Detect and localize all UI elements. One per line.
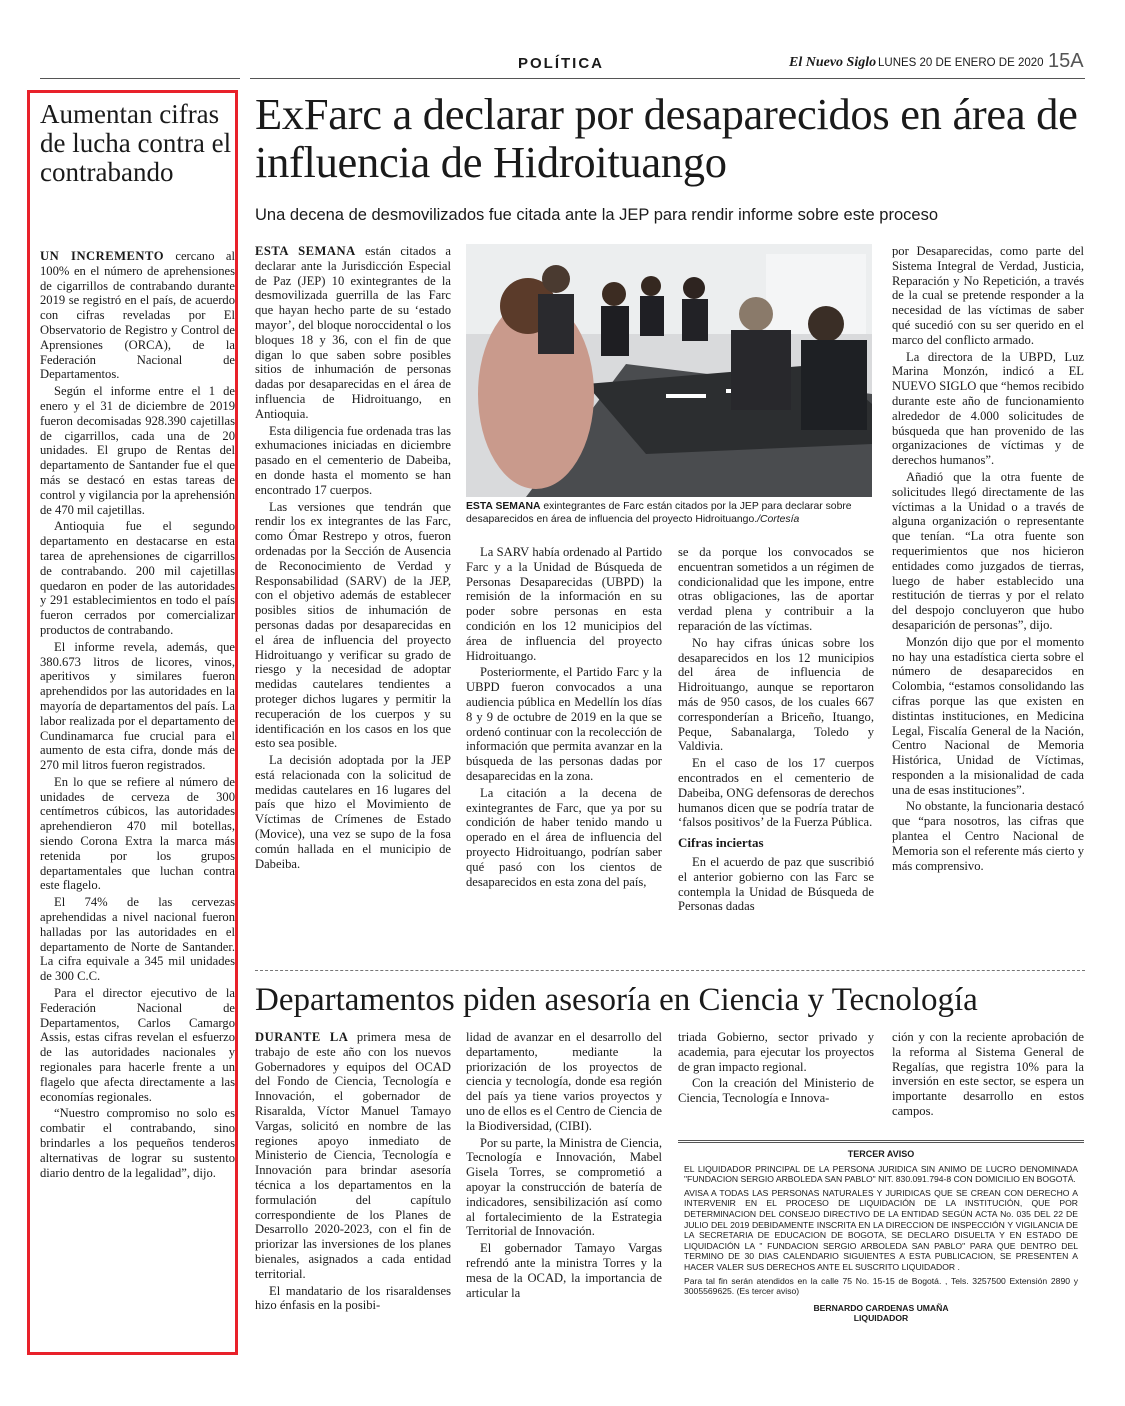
- caption-lead: ESTA SEMANA: [466, 501, 541, 512]
- header-rule: [250, 78, 1085, 79]
- story2-paragraph: Con la creación del Ministerio de Ciencia, Tecnología e Innova-: [678, 1076, 874, 1106]
- notice-paragraph: Para tal fin serán atendidos en la calle 75 No. 15-15 de Bogotá. , Tels. 3257500 Extensión 2890 y 3005569625. (Es tercer aviso): [684, 1275, 1078, 1297]
- story2-paragraph: lidad de avanzar en el desarrollo del departamento, mediante la priorización de los proyectos de ciencia y tecnología, donde esa región del país ya tiene varios proyectos y uno de ellos es el Centro de Ciencia de la Biodiversidad, (CIBI).: [466, 1030, 662, 1133]
- story2-paragraph: DURANTE LA primera mesa de trabajo de este año con los nuevos Gobernadores y equipos del OCAD del Fondo de Ciencia, Tecnología e Innovación, el gobernador de Risaralda, Víctor Manuel Tamayo Vargas, solicitó en nombre de las regiones apoyo inmediato de Ministerio de Ciencia, Tecnología e Innovación para brindar asesoría técnica a los departamentos en la formulación del capítulo correspondiente de los Planes de Desarrollo 2020-2023, con el fin de priorizar las inversiones de los planes bienales, asignados a cada entidad territorial.: [255, 1030, 451, 1281]
- story2-column-4: [892, 1030, 1084, 1121]
- header-rule-left: [40, 78, 240, 79]
- main-paragraph: La directora de la UBPD, Luz Marina Monzón, indicó a EL NUEVO SIGLO que “hemos recibido durante este año de funcionamiento alrededor de 4.000 solicitudes de búsqueda que han provenido de las organizaciones de víctimas y de derechos humanos”.: [892, 349, 1084, 468]
- main-paragraph: No hay cifras únicas sobre los desaparecidos en los 12 municipios del área de influencia de Hidroituango, aunque se reportaron más de 950 casos, de los cuales 667 corresponderían a Briceño, Ituango, Peque, Sabanalarga, Toledo y Valdivia.: [678, 635, 874, 754]
- main-paragraph: Posteriormente, el Partido Farc y la UBPD fueron convocados a una audiencia pública en Medellín los días 8 y 9 de octubre de 2019 en la que se ordenó continuar con la recolección de información que permita avanzar en la búsqueda de las personas dadas por desaparecidas en la zona.: [466, 665, 662, 783]
- notice-title: TERCER AVISO: [847, 1149, 915, 1159]
- issue-date: LUNES 20 DE ENERO DE 2020: [878, 57, 1044, 69]
- story2-paragraph: El mandatario de los risaraldenses hizo énfasis en la posibi-: [255, 1283, 451, 1313]
- story2-lead-word: DURANTE LA: [255, 1030, 349, 1044]
- sidebar-paragraph: Según el informe entre el 1 de enero y el 31 de diciembre de 2019 fueron decomisadas 928.390 cajetillas de cigarrillos, cada una de 20 unidades. El grupo de Rentas del departamento de Santander fue el que más se destacó en estas tareas de control y vigilancia por la aprehensión de 470 mil cajetillas.: [40, 384, 235, 517]
- story2-headline: Departamentos piden asesoría en Ciencia y Tecnología: [255, 982, 978, 1018]
- sidebar-paragraph: El 74% de las cervezas aprehendidas a nivel nacional fueron halladas por las autoridades en el departamento de Norte de Santander. La cifra equivale a 345 mil unidades de 300 C.C.: [40, 895, 235, 984]
- notice-signer-role: LIQUIDADOR: [853, 1313, 909, 1324]
- story2-paragraph: triada Gobierno, sector privado y academia, para ejecutar los proyectos de gran impacto regional.: [678, 1030, 874, 1074]
- meeting-photo-illustration: [466, 244, 872, 497]
- main-paragraph: Las versiones que tendrán que rendir los ex integrantes de las Farc, como Ómar Restrepo y otros, fueron ordenadas por la Sección de Ausencia de Reconocimiento de Verdad y Responsabilidad (SARV) de la JEP, con el objetivo además de establecer posibles sitios de inhumación de personas dadas por desaparecidas en el área de influencia del proyecto Hidroituango y verificar su grado de riesgo y la necesidad de adoptar medidas cautelares tendientes a proteger dichos lugares y permitir la recuperación de los cuerpos y su identificación en los casos en los que esto sea posible.: [255, 499, 451, 751]
- legal-notice: [678, 1140, 1084, 1345]
- sidebar-paragraph: UN INCREMENTO cercano al 100% en el número de aprehensiones de cigarrillos de contrabando durante 2019 se registró en el país, de acuerdo con cifras reveladas por El Observatorio de Registro y Control de Aprensiones (ORCA), de la Federación Nacional de Departamentos.: [40, 249, 235, 382]
- main-paragraph: No obstante, la funcionaria destacó que “para nosotros, las cifras que plantea el Centro Nacional de Memoria son el referente más cierto y más comprensivo.: [892, 799, 1084, 873]
- photo-caption: [466, 500, 872, 526]
- story2-column-2: [466, 1030, 662, 1302]
- caption-text: exintegrantes de Farc están citados por la JEP para declarar sobre desaparecidos en área de influencia del proyecto Hidroituango.: [466, 501, 852, 525]
- story-divider: [255, 970, 1085, 971]
- notice-paragraph: EL LIQUIDADOR PRINCIPAL DE LA PERSONA JURIDICA SIN ANIMO DE LUCRO DENOMINADA "FUNDACION SERGIO ARBOLEDA SAN PABLO" NIT. 830.091.794-8 CON DOMICILIO EN BOGOTÁ.: [684, 1163, 1078, 1185]
- main-paragraph: La SARV había ordenado al Partido Farc y a la Unidad de Búsqueda de Personas Desaparecidas (UBPD) la remisión de la información en su poder sobre personas en esta condición en los 12 municipios del área de influencia del proyecto Hidroituango.: [466, 545, 662, 663]
- main-paragraph: ESTA SEMANA están citados a declarar ante la Jurisdicción Especial de Paz (JEP) 10 exintegrantes de la desmovilizada guerrilla de las Farc que hayan hecho parte de su ‘estado mayor’, del bloque noroccidental o los bloques 18 y 36, con el fin de que digan lo que saben sobre posibles sitios de inhumación de personas dadas por desaparecidas en el área de influencia de Hidroituango, en Antioquia.: [255, 244, 451, 421]
- story2-paragraph: El gobernador Tamayo Vargas refrendó ante la ministra Torres y la mesa de la OCAD, la importancia de articular la: [466, 1241, 662, 1300]
- page-number: 15A: [1048, 50, 1084, 72]
- meeting-photo: [466, 244, 872, 497]
- story2-paragraph: Por su parte, la Ministra de Ciencia, Tecnología e Innovación, Mabel Gisela Torres, se comprometió a apoyar la construcción de batería de indicadores, sensibilización así como al fortalecimiento de la Estrategia Territorial de Innovación.: [466, 1135, 662, 1239]
- sidebar-article-body: [40, 249, 235, 1182]
- main-column-3: [678, 545, 874, 916]
- sidebar-headline: Aumentan cifras de lucha contra el contrabando: [40, 99, 232, 187]
- sidebar-paragraph: “Nuestro compromiso no solo es combatir el contrabando, sino brindarles a los pequeños tenderos alternativas de lograr su sustento diario dentro de la legalidad”, dijo.: [40, 1106, 235, 1180]
- main-lead-word: ESTA SEMANA: [255, 244, 356, 258]
- main-column-2: [466, 545, 662, 891]
- caption-credit: /Cortesía: [757, 514, 800, 525]
- story2-column-3: [678, 1030, 874, 1108]
- main-paragraph: En el acuerdo de paz que suscribió el anterior gobierno con las Farc se contempla la Unidad de Búsqueda de Personas dadas: [678, 854, 874, 914]
- main-paragraph: Añadió que la otra fuente de solicitudes llegó directamente de las víctimas a la Unidad o a través de alguna organización o representante que tenían. “La otra fuente son requerimientos que nos hicieron entidades como juzgados de tierras, luego de haber establecido una restitución de tierras y por el relato del despojo concluyeron que hubo desaparición de personas”, dijo.: [892, 469, 1084, 632]
- section-label: POLÍTICA: [518, 55, 604, 72]
- sidebar-paragraph: El informe revela, además, que 380.673 litros de licores, vinos, aperitivos y similares fueron aprehendidos por las autoridades en la mayoría de departamentos del país. La labor realizada por el departamento de Cundinamarca fue crucial para el aumento de esta cifra, donde más de 270 mil litros fueron registrados.: [40, 639, 235, 773]
- story2-paragraph: ción y con la reciente aprobación de la reforma al Sistema General de Regalías, que registra 10% para la inversión en este sector, se espera un importante desarrollo en estos campos.: [892, 1030, 1084, 1118]
- masthead: El Nuevo Siglo: [789, 55, 877, 70]
- main-paragraph: Monzón dijo que por el momento no hay una estadística cierta sobre el número de desaparecidos en Colombia, “estamos consolidando las cifras porque las que existen en distintas instituciones, en Medicina Legal, Fiscalía General de la Nación, Centro Nacional de Memoria Histórica, Unidad de Víctimas, responden a la misionalidad de cada una de esas instituciones”.: [892, 634, 1084, 797]
- section-subhead: Cifras inciertas: [678, 835, 764, 851]
- main-paragraph: La citación a la decena de exintegrantes de Farc, que ya por su condición de haber tenido mando u operado en el área de influencia del proyecto Hidroituango, podrían saber qué pasó con los cientos de desaparecidos en esta zona del país,: [466, 785, 662, 889]
- notice-paragraph: AVISA A TODAS LAS PERSONAS NATURALES Y JURIDICAS QUE SE CREAN CON DERECHO A INTERVENIR EN EL PROCESO DE LIQUIDACIÓN DE LA INSTITUCIÓN, QUE POR DETERMINACION DEL CONSEJO DIRECTIVO DE LA ENTIDAD SEGÚN ACTA No. 035 DEL 22 DE JULIO DEL 2019 DEBIDAMENTE INSCRITA EN LA DIRECCION DE INSPECCIÓN Y VIGILANCIA DE LA SECRETARIA DE EDUCACION DE BOGOTA, SE DECLARO DISUELTA Y EN ESTADO DE LIQUIDACIÓN LA " FUNDACION SERGIO ARBOLEDA SAN PABLO" PARA QUE DENTRO DEL TERMINO DE 30 DIAS CALENDARIO SIGUIENTES A ESTA PUBLICACION, SE PRESENTEN A HACER VALER SUS DERECHOS ANTE EL SUSCRITO LIQUIDADOR .: [684, 1187, 1078, 1272]
- sidebar-lead-word: UN INCREMENTO: [40, 249, 164, 263]
- main-column-4: [892, 244, 1084, 875]
- notice-signer: BERNARDO CARDENAS UMAÑA: [813, 1302, 949, 1313]
- main-subheadline: Una decena de desmovilizados fue citada ante la JEP para rendir informe sobre este proceso: [255, 206, 939, 224]
- main-paragraph: se da porque los convocados se encuentran sometidos a un régimen de condicionalidad que les impone, entre otras obligaciones, las de aportar verdad plena y contribuir a la reparación de las víctimas.: [678, 545, 874, 633]
- main-headline: ExFarc a declarar por desaparecidos en área de influencia de Hidroituango: [255, 89, 1078, 187]
- main-paragraph: En el caso de los 17 cuerpos encontrados en el cementerio de Dabeiba, ONG defensoras de derechos humanos dicen que se podría tratar de ‘falsos positivos’ de la Fuerza Pública.: [678, 756, 874, 830]
- main-paragraph: Esta diligencia fue ordenada tras las exhumaciones iniciadas en diciembre pasado en el cementerio de Dabeiba, en donde hasta el momento se han encontrado 17 cuerpos.: [255, 423, 451, 497]
- sidebar-paragraph: En lo que se refiere al número de unidades de cerveza de 300 centímetros cúbicos, las autoridades aprehendieron 470 mil botellas, siendo Corona Extra la marca más retenida por los grupos departamentales que luchan contra este flagelo.: [40, 774, 235, 893]
- sidebar-paragraph: Antioquia fue el segundo departamento en destacarse en esta tarea de aprehensiones de cigarrillos de contrabando. 200 mil cajetillas quedaron en poder de las autoridades y 291 establecimientos en todo el país fueron cerrados por comercializar productos de contrabando.: [40, 519, 235, 637]
- main-paragraph: por Desaparecidas, como parte del Sistema Integral de Verdad, Justicia, Reparación y No Repetición, a través de la cual se pretende responder a la necesidad de las víctimas de saber qué sucedió con su ser querido en el marco del conflicto armado.: [892, 244, 1084, 347]
- main-paragraph: La decisión adoptada por la JEP está relacionada con la solicitud de medidas cautelares en 16 lugares del país que hizo el Movimiento de Víctimas de Crímenes de Estado (Movice), una vez se supo de la fosa común hallada en el municipio de Dabeiba.: [255, 753, 451, 871]
- sidebar-paragraph: Para el director ejecutivo de la Federación Nacional de Departamentos, Carlos Camargo Assis, estas cifras revelan el esfuerzo de las autoridades nacionales y regionales para hacerle frente a un flagelo que afecta directamente a las economías regionales.: [40, 986, 235, 1104]
- story2-column-1: [255, 1030, 451, 1315]
- main-column-1: [255, 244, 451, 873]
